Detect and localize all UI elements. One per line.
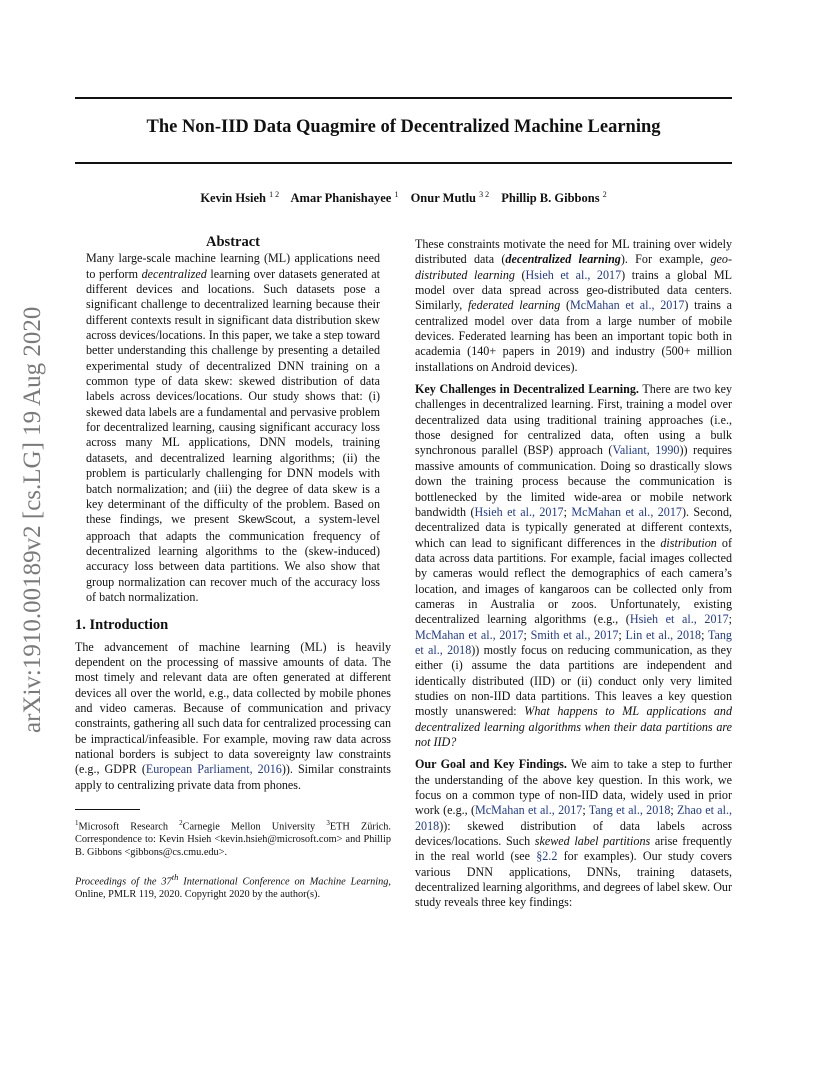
citation-link[interactable]: Zhao et al., 2018 bbox=[415, 803, 733, 833]
correspondence: Correspondence to: Kevin Hsieh <kevin.hsieh@microsoft.com> and Phillip B. Gibbons <gibbons@cs.cmu.edu>. bbox=[75, 834, 391, 858]
body-text: ). For example, bbox=[620, 252, 711, 267]
emphasis: What happens to ML applications and decentralized learning algorithms when their data partitions are not IID? bbox=[415, 704, 732, 749]
author-name: Phillip B. Gibbons bbox=[501, 191, 600, 206]
body-text: ; bbox=[563, 504, 572, 519]
proceedings-note bbox=[75, 871, 391, 902]
body-text: )) requires massive amounts of communication. Doing so drastically slows down the training process because the communication is bottlenecked by the limited wide-area or mobile network bandwidth ( bbox=[415, 443, 732, 519]
citation-link[interactable]: McMahan et al., 2017 bbox=[415, 627, 524, 642]
body-text: ) trains a centralized model over data from a large number of mobile devices. Federated learning has been an important topic both in academia (140+ papers in 2019) and industry (500+ million installations on Android devices). bbox=[415, 298, 732, 374]
body-text: of data across data partitions. For example, facial images collected by cameras would reflect the demographics of each camera’s location, and images of kangaroos can be collected only from cameras in Australia or zoos. Unfortunately, existing decentralized learning algorithms (e.g., ( bbox=[415, 535, 732, 627]
left-column bbox=[75, 235, 391, 902]
emphasis: geo-distributed learning bbox=[415, 252, 732, 282]
right-column bbox=[415, 237, 732, 911]
citation-link[interactable]: Tang et al., 2018 bbox=[415, 627, 732, 657]
author-affiliation: 1 bbox=[394, 190, 399, 199]
citation-link[interactable]: Hsieh et al., 2017 bbox=[474, 504, 564, 519]
author-affiliation: 1 2 bbox=[269, 190, 280, 199]
intro-paragraph bbox=[75, 640, 391, 793]
emphasis: distribution bbox=[660, 535, 717, 550]
abstract-text: Many large-scale machine learning (ML) applications need to perform bbox=[86, 251, 380, 281]
proceedings-text: International Conference on Machine Learning bbox=[178, 876, 389, 888]
intro-text: The advancement of machine learning (ML) is heavily dependent on the processing of massive amounts of data. The most timely and relevant data are often generated at different devices all over the world, e.g., data collected by mobile phones and video cameras. Because of communication and privacy constraints, gathering all such data for centralized processing can be impractical/infeasible. For example, moving raw data across national borders is subject to data sovereignty law constraints (e.g., GDPR ( bbox=[75, 639, 391, 777]
body-text: arise frequently in the real world (see bbox=[415, 834, 733, 864]
citation-link[interactable]: Valiant, 1990 bbox=[612, 443, 680, 458]
author-name: Kevin Hsieh bbox=[200, 191, 266, 206]
affiliation-footnote bbox=[75, 817, 391, 859]
author-affiliation: 3 2 bbox=[479, 190, 490, 199]
abstract-text: learning over datasets generated at different devices and locations. Such datasets pose a significant challenge to decentralized learning because their different contexts result in significant data distribution skew across devices/locations. In this paper, we take a step toward better understanding this challenge by presenting a detailed experimental study of decentralized DNN training on a common type of data skew: skewed distribution of data labels across devices/locations. Our study shows that: (i) skewed data labels are a fundamental and pervasive problem for decentralized learning, causing significant accuracy loss across many ML applications, DNN models, training datasets, and decentralized learning algorithms; (ii) the problem is particularly challenging for DNN models with batch normalization; and (iii) the degree of data skew is a key determinant of the difficulty of the problem. Based on these findings, we present bbox=[86, 266, 380, 527]
emphasis: skewed label partitions bbox=[534, 834, 651, 849]
arxiv-stamp: arXiv:1910.00189v2 [cs.LG] 19 Aug 2020 bbox=[19, 306, 46, 734]
footnote-marker: 3 bbox=[326, 819, 330, 828]
footnote-marker: 1 bbox=[75, 819, 79, 828]
citation-link[interactable]: Smith et al., 2017 bbox=[530, 627, 619, 642]
body-paragraph bbox=[415, 757, 732, 910]
body-text: ; bbox=[670, 803, 678, 818]
body-paragraph bbox=[415, 237, 732, 375]
top-rule bbox=[75, 97, 732, 99]
title-bottom-rule bbox=[75, 162, 732, 164]
body-text: )) mostly focus on reducing communication, as they either (i) assume the data partitions are independent and identically distributed (IID) or (ii) conduct only very limited studies on non-IID data partitions. This leaves a key question mostly unanswered: bbox=[415, 642, 732, 719]
body-text: ( bbox=[560, 298, 570, 313]
section-reference-link[interactable]: §2.2 bbox=[536, 849, 558, 864]
body-text: ; bbox=[618, 627, 626, 642]
affiliation: ETH Zürich. bbox=[329, 821, 391, 833]
citation-link[interactable]: McMahan et al., 2017 bbox=[571, 504, 682, 519]
run-in-heading: Key Challenges in Decentralized Learning. bbox=[415, 382, 639, 397]
section-heading-introduction: 1. Introduction bbox=[75, 617, 169, 634]
body-text: ) trains a global ML model over data spread across geo-distributed data centers. Similarly, bbox=[415, 267, 732, 313]
body-text: ). Second, decentralized data is typically generated at different contexts, which can lead to significant differences in the bbox=[415, 504, 733, 550]
abstract-text: , a system-level approach that adapts the communication frequency of decentralized learning algorithms to the (skew-induced) accuracy loss between data partitions. We also show that group normalization can recover much of the accuracy loss of batch normalization. bbox=[86, 512, 380, 604]
author-name: Amar Phanishayee bbox=[290, 191, 392, 206]
citation-link[interactable]: European Parliament, 2016 bbox=[145, 762, 282, 777]
abstract-body bbox=[86, 251, 380, 605]
emphasis: federated learning bbox=[467, 298, 561, 313]
footnote-marker: 2 bbox=[179, 819, 183, 828]
affiliation: Carnegie Mellon University bbox=[182, 821, 327, 833]
body-text: ; bbox=[701, 627, 708, 642]
author-name: Onur Mutlu bbox=[410, 191, 476, 206]
intro-text: )). Similar constraints apply to centralizing private data from phones. bbox=[75, 762, 391, 792]
citation-link[interactable]: McMahan et al., 2017 bbox=[475, 803, 583, 818]
proceedings-text: Proceedings of the 37 bbox=[75, 876, 172, 888]
bold-emphasis: decentralized learning bbox=[505, 252, 621, 267]
body-text: for examples). Our study covers various DNN applications, DNNs, training datasets, decentralized learning algorithms, and degrees of label skew. Our study reveals three key findings: bbox=[415, 849, 732, 910]
proceedings-sup: th bbox=[171, 872, 179, 883]
abstract-emphasis: decentralized bbox=[141, 266, 207, 281]
footnote-rule bbox=[75, 809, 140, 810]
citation-link[interactable]: Lin et al., 2018 bbox=[625, 627, 702, 642]
author-list bbox=[75, 190, 732, 206]
body-text: )): skewed distribution of data labels across devices/locations. Such bbox=[415, 818, 732, 849]
citation-link[interactable]: McMahan et al., 2017 bbox=[569, 298, 685, 313]
citation-link[interactable]: Tang et al., 2018 bbox=[588, 803, 671, 818]
citation-link[interactable]: Hsieh et al., 2017 bbox=[525, 267, 622, 282]
author-affiliation: 2 bbox=[602, 190, 607, 199]
body-text: ( bbox=[514, 267, 526, 282]
affiliation: Microsoft Research bbox=[78, 821, 180, 833]
body-text: ; bbox=[582, 803, 589, 818]
body-text: We aim to take a step to further the understanding of the above key question. In this work, we focus on a common type of non-IID data, widely used in prior work (e.g., ( bbox=[415, 757, 732, 818]
body-text: These constraints motivate the need for ML training over widely distributed data ( bbox=[415, 237, 732, 267]
body-paragraph bbox=[415, 382, 732, 750]
run-in-heading: Our Goal and Key Findings. bbox=[415, 757, 567, 772]
citation-link[interactable]: Hsieh et al., 2017 bbox=[629, 612, 729, 627]
body-text: ; bbox=[523, 627, 531, 642]
body-text: There are two key challenges in decentralized learning. First, training a model over decentralized data using traditional training approaches (i.e., those designed for centralized data, often using a bulk synchronous parallel (BSP) approach ( bbox=[415, 382, 732, 458]
paper-title: The Non-IID Data Quagmire of Decentralized Machine Learning bbox=[146, 117, 661, 137]
proceedings-text: , Online, PMLR 119, 2020. Copyright 2020 by the author(s). bbox=[75, 876, 391, 901]
abstract-heading: Abstract bbox=[206, 234, 260, 250]
body-text: ; bbox=[728, 612, 732, 627]
system-name: SkewScout bbox=[237, 514, 293, 527]
